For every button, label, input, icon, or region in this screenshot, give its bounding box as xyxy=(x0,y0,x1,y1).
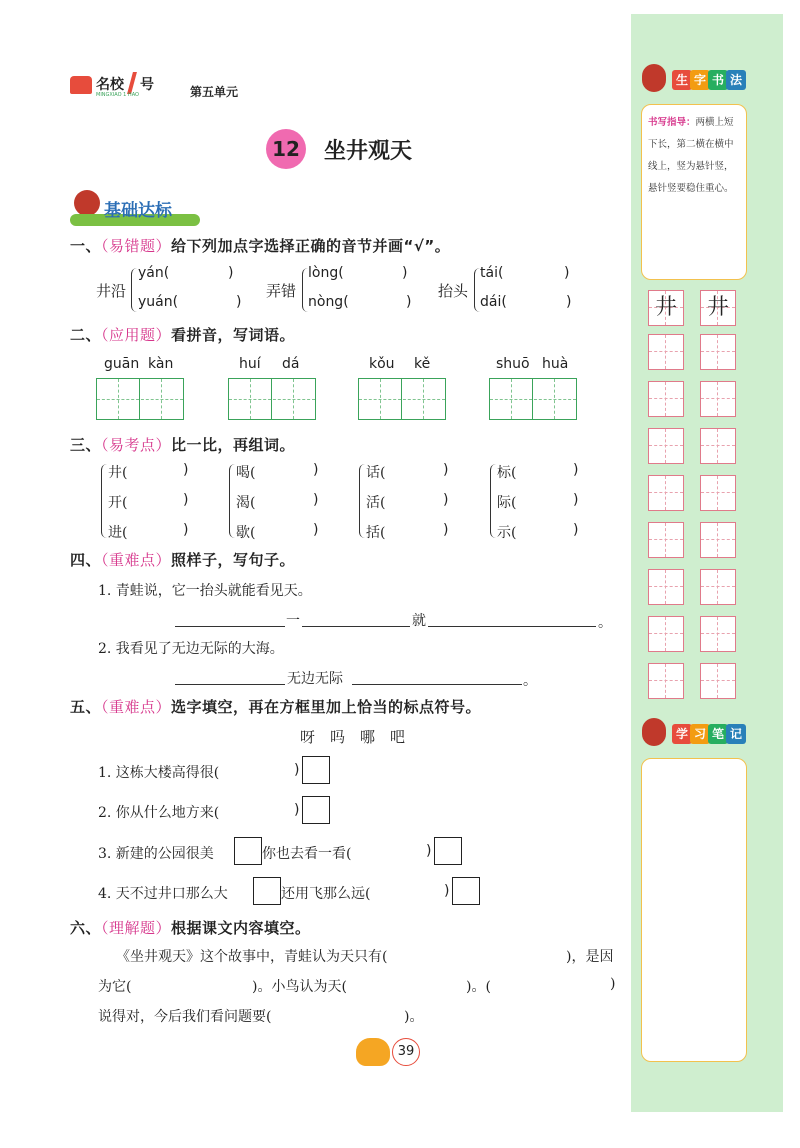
q3-close: ) xyxy=(183,462,189,478)
student-icon xyxy=(642,64,666,92)
q1-word: 弄错 xyxy=(266,282,297,300)
q3-title: 三、（易考点）比一比，再组词。 xyxy=(70,436,296,454)
punctuation-box[interactable] xyxy=(234,837,262,865)
q5-close: ) xyxy=(426,843,432,859)
lesson-title: 坐井观天 xyxy=(324,138,413,164)
writing-guide-text: 书写指导：两横上短下长，第二横在横中线上，竖为悬针竖，悬针竖要稳住重心。 xyxy=(648,117,734,194)
unit-label: 第五单元 xyxy=(190,85,239,99)
q3-char[interactable]: 标( xyxy=(497,465,517,481)
practice-grid[interactable] xyxy=(648,428,684,464)
practice-grid[interactable] xyxy=(700,616,736,652)
q5-item: 还用飞那么远( xyxy=(281,886,371,902)
tiger-icon xyxy=(356,1038,390,1066)
q3-char[interactable]: 活( xyxy=(366,495,386,511)
pinyin: huí xyxy=(239,356,261,372)
q3-char[interactable]: 井( xyxy=(108,465,128,481)
punctuation-box[interactable] xyxy=(253,877,281,905)
q4-title: 四、（重难点）照样子，写句子。 xyxy=(70,551,296,569)
q1-option[interactable]: lòng( xyxy=(308,265,344,281)
practice-grid[interactable] xyxy=(648,522,684,558)
q4-sentence-1: 1. 青蛙说，它一抬头就能看见天。 xyxy=(98,583,312,599)
header-logo xyxy=(70,72,188,98)
q1-close: ) xyxy=(228,265,234,281)
character-grid: 井 xyxy=(700,290,736,326)
pinyin: kàn xyxy=(148,356,174,372)
q3-close: ) xyxy=(183,492,189,508)
q4-end: 。 xyxy=(523,673,537,689)
practice-grid[interactable] xyxy=(648,569,684,605)
q3-char[interactable]: 话( xyxy=(366,465,386,481)
practice-grid[interactable] xyxy=(700,663,736,699)
q6-line: )，是因 xyxy=(566,949,614,965)
q6-line: 《坐井观天》这个故事中，青蛙认为天只有( xyxy=(116,949,388,965)
practice-grid[interactable] xyxy=(700,381,736,417)
brand-label: 名校 xyxy=(96,77,124,93)
lesson-number-badge: 12 xyxy=(266,129,306,169)
study-notes-card[interactable] xyxy=(641,758,747,1062)
q1-option[interactable]: tái( xyxy=(480,265,504,281)
q4-blank[interactable] xyxy=(175,684,285,685)
q6-line: )。( xyxy=(466,979,491,995)
q1-close: ) xyxy=(566,294,572,310)
pinyin: dá xyxy=(282,356,300,372)
practice-grid[interactable] xyxy=(648,334,684,370)
pinyin: shuō xyxy=(496,356,530,372)
q5-close: ) xyxy=(294,762,300,778)
q5-title: 五、（重难点）选字填空，再在方框里加上恰当的标点符号。 xyxy=(70,698,482,716)
q2-title: 二、（应用题）看拼音，写词语。 xyxy=(70,326,296,344)
q3-char[interactable]: 开( xyxy=(108,495,128,511)
q3-close: ) xyxy=(573,522,579,538)
practice-grid[interactable] xyxy=(700,428,736,464)
pinyin: huà xyxy=(542,356,569,372)
q5-item: 3. 新建的公园很美 xyxy=(98,846,214,862)
q5-close: ) xyxy=(294,802,300,818)
brand-number: 号 xyxy=(140,77,154,93)
character-grid: 井 xyxy=(648,290,684,326)
q6-line: )。小鸟认为天( xyxy=(252,979,347,995)
q4-blank[interactable] xyxy=(428,626,596,627)
q3-char[interactable]: 示( xyxy=(497,525,517,541)
punctuation-box[interactable] xyxy=(302,756,330,784)
q6-title: 六、（理解题）根据课文内容填空。 xyxy=(70,919,311,937)
practice-grid[interactable] xyxy=(700,569,736,605)
q3-char[interactable]: 括( xyxy=(366,525,386,541)
q4-blank[interactable] xyxy=(352,684,522,685)
q1-close: ) xyxy=(236,294,242,310)
practice-grid[interactable] xyxy=(648,381,684,417)
q5-item: 1. 这栋大楼高得很( xyxy=(98,765,220,781)
q5-close: ) xyxy=(444,883,450,899)
q1-option[interactable]: yuán( xyxy=(138,294,179,310)
q3-close: ) xyxy=(443,522,449,538)
q3-close: ) xyxy=(573,492,579,508)
q1-title: 一、（易错题）给下列加点字选择正确的音节并画“√”。 xyxy=(70,237,451,255)
q3-char[interactable]: 歇( xyxy=(236,525,256,541)
q4-word: 无边无际 xyxy=(287,671,343,687)
q5-item: 4. 天不过井口那么大 xyxy=(98,886,228,902)
writing-grid[interactable] xyxy=(96,378,184,420)
practice-grid[interactable] xyxy=(700,475,736,511)
punctuation-box[interactable] xyxy=(452,877,480,905)
writing-grid[interactable] xyxy=(228,378,316,420)
student-icon xyxy=(642,718,666,746)
practice-grid[interactable] xyxy=(700,522,736,558)
q4-word: 一 xyxy=(286,613,300,629)
practice-grid[interactable] xyxy=(700,334,736,370)
q3-close: ) xyxy=(313,522,319,538)
q4-blank[interactable] xyxy=(175,626,285,627)
q5-choices: 呀 吗 哪 吧 xyxy=(300,728,406,746)
q1-option: yán( xyxy=(138,265,170,281)
q3-char[interactable]: 渴( xyxy=(236,495,256,511)
q4-word: 就 xyxy=(412,613,426,629)
q3-close: ) xyxy=(183,522,189,538)
q4-end: 。 xyxy=(598,615,612,631)
book-icon xyxy=(70,76,92,94)
q3-char[interactable]: 进( xyxy=(108,525,128,541)
q6-line: ) xyxy=(610,976,616,992)
page-number: 39 xyxy=(392,1038,420,1066)
q3-close: ) xyxy=(313,492,319,508)
q5-item: 2. 你从什么地方来( xyxy=(98,805,220,821)
pinyin: kě xyxy=(414,356,431,372)
student-icon xyxy=(74,190,100,216)
punctuation-box[interactable] xyxy=(302,796,330,824)
q6-line: 为它( xyxy=(98,979,132,995)
q1-word: 井沿 xyxy=(96,282,127,300)
q3-close: ) xyxy=(573,462,579,478)
punctuation-box[interactable] xyxy=(434,837,462,865)
q1-option[interactable]: dái( xyxy=(480,294,507,310)
q4-blank[interactable] xyxy=(302,626,410,627)
pinyin: kǒu xyxy=(369,356,395,372)
q1-word: 抬头 xyxy=(438,282,469,300)
practice-grid[interactable] xyxy=(648,663,684,699)
writing-grid[interactable] xyxy=(358,378,446,420)
q3-char[interactable]: 喝( xyxy=(236,465,256,481)
q6-line: 说得对，今后我们看问题要( xyxy=(98,1009,272,1025)
q3-close: ) xyxy=(443,462,449,478)
q5-item: 你也去看一看( xyxy=(262,846,352,862)
q6-line: )。 xyxy=(404,1009,424,1025)
slash-icon xyxy=(127,72,137,94)
q3-close: ) xyxy=(313,462,319,478)
q1-close: ) xyxy=(564,265,570,281)
practice-grid[interactable] xyxy=(648,616,684,652)
pinyin: guān xyxy=(104,356,140,372)
q1-close: ) xyxy=(402,265,408,281)
q1-option[interactable]: nòng( xyxy=(308,294,349,310)
q3-close: ) xyxy=(443,492,449,508)
section-banner xyxy=(70,190,200,228)
q1-close: ) xyxy=(406,294,412,310)
q4-sentence-2: 2. 我看见了无边无际的大海。 xyxy=(98,641,284,657)
writing-grid[interactable] xyxy=(489,378,577,420)
section-banner-text: 基础达标 xyxy=(104,201,172,221)
practice-grid[interactable] xyxy=(648,475,684,511)
brand-sub: MINGXIAO 1 HAO xyxy=(96,92,139,98)
q3-char[interactable]: 际( xyxy=(497,495,517,511)
